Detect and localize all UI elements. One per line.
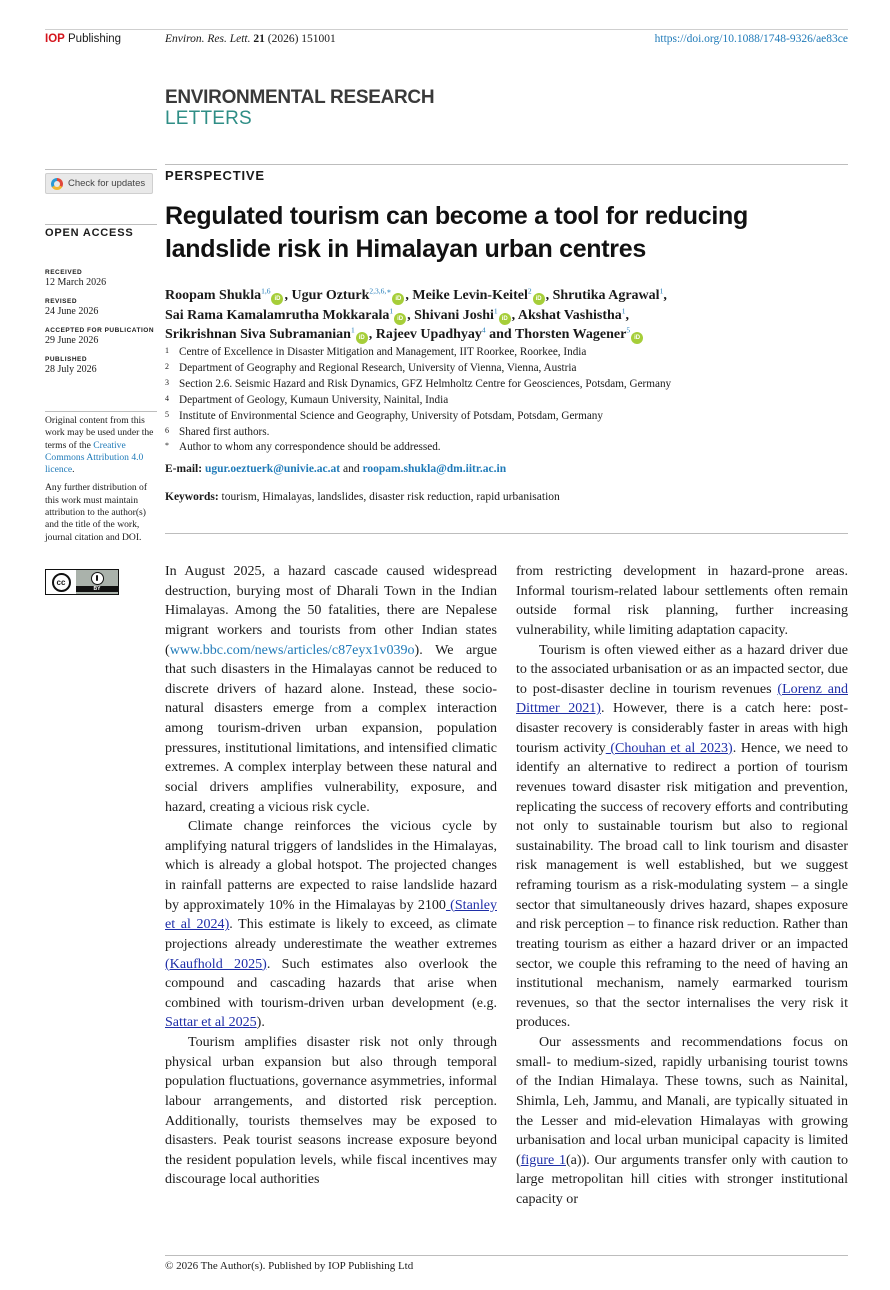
correspondence-email: E-mail: ugur.oeztuerk@univie.ac.at and roopam.shukla@dm.iitr.ac.in (165, 463, 507, 475)
crossmark-icon (51, 178, 63, 190)
author-list: Roopam Shukla$^{1,6}$iD , Ugur Ozturk$^{2,3,6,∗}$iD , Meike Levin-Keitel$^2$iD , Shrutika Agrawal$^1$, Sai Rama Kamalamrutha Mokkarala$^1$iD , Shivani Joshi$^1$iD , Akshat Vashistha$^1$, Srikrishnan Siva Subramanian$^1$iD , Rajeev Upadhyay$^4$ and Thorsten Wagener$^5$iD (165, 286, 667, 342)
citation-chouhan[interactable]: (Chouhan et al 2023) (605, 739, 733, 756)
cc-icon: cc (52, 573, 71, 592)
sidebar-rule (45, 169, 157, 170)
orcid-icon[interactable]: iD (394, 313, 406, 325)
affiliation-item: 2 Department of Geography and Regional Research, University of Vienna, Vienna, Austria (165, 361, 577, 374)
cc-licence-link[interactable]: Creative Commons Attribution 4.0 licence (45, 439, 144, 476)
cc-by-badge[interactable]: cc BY (45, 569, 119, 595)
orcid-icon[interactable]: iD (271, 293, 283, 305)
email-link-2[interactable]: roopam.shukla@dm.iitr.ac.in (362, 463, 507, 475)
orcid-icon[interactable]: iD (356, 332, 368, 344)
citation-kaufhold[interactable]: (Kaufhold 2025) (165, 955, 267, 972)
main-rule (165, 533, 848, 534)
page-header (45, 33, 848, 49)
paragraph: from restricting development in hazard-prone areas. Informal tourism-related labour settlements often remain outside formal risk planning, further increasing vulnerability, while limiting adaptation capacity. (516, 563, 848, 638)
citation-sattar[interactable]: Sattar et al 2025 (165, 1014, 257, 1031)
figure-1-link[interactable]: figure 1 (520, 1151, 566, 1168)
open-access-label: OPEN ACCESS (45, 227, 134, 239)
affiliation-item: 4 Department of Geology, Kumaun University, Nainital, India (165, 393, 449, 406)
affiliation-item: * Author to whom any correspondence should be addressed. (165, 441, 441, 454)
affiliation-item: 6 Shared first authors. (165, 425, 270, 438)
email-link-1[interactable]: ugur.oeztuerk@univie.ac.at (204, 463, 341, 475)
license-notice: Original content from this work may be used under the terms of the Creative Commons Attribution 4.0 licence. Any further distribution of this work must maintain attribution to the author(s) and the title of the work, journal citation and DOI. (45, 415, 154, 543)
sidebar-rule (45, 411, 157, 412)
copyright-footer: © 2026 The Author(s). Published by IOP Publishing Ltd (165, 1260, 414, 1272)
doi-link[interactable]: https://doi.org/10.1088/1748-9326/ae83ce (654, 33, 848, 45)
date-published: PUBLISHED 28 July 2026 (45, 356, 97, 375)
publication-dates (45, 268, 157, 384)
paragraph: Climate change reinforces the vicious cycle by amplifying natural triggers of landslides in the Himalayas, which is already a global hotspot. The projected changes in rainfall patterns are expected to raise landslide hazard by approximately 10% in the Himalayas by 2100 (Stanley et al 2024). This estimate is likely to exceed, as climate projections already underestimate the weather extremes (Kaufhold 2025). Such estimates also overlook the compound and cascading hazards that arise when combined with tourism-driven urban development (e.g. Sattar et al 2025). (165, 818, 498, 1031)
keywords: Keywords: tourism, Himalayas, landslides, disaster risk reduction, rapid urbanisation (165, 491, 560, 503)
paragraph: In August 2025, a hazard cascade caused widespread destruction, burying most of Dharali Town in the Indian Himalayas. Among the 50 fatalities, there are Nepalese migrant workers and tourists from other Indian states (www.bbc.com/news/articles/c87eyx1v039o). We argue that such disasters in the Himalayas cannot be reduced to discrete drivers of hazard alone. Instead, these socio-natural disasters emerge from a complex interaction among tourism-driven urban expansion, population pressures, institutional limitations, and intensified climatic extremes. A complex interplay between these natural and social drivers amplifies vulnerability, exposure, and hazard, creating a vicious risk cycle. (165, 563, 497, 815)
date-accepted: ACCEPTED FOR PUBLICATION 29 June 2026 (45, 327, 155, 346)
bbc-link[interactable]: www.bbc.com/news/articles/c87eyx1v039o (169, 641, 415, 658)
journal-citation: Environ. Res. Lett. 21 (2026) 151001 (165, 33, 336, 45)
main-rule (165, 164, 848, 165)
attribution-icon (91, 572, 104, 585)
header-rule (45, 29, 848, 30)
article-title: Regulated tourism can become a tool for reducing landslide risk in Himalayan urban centres (165, 202, 748, 263)
orcid-icon[interactable]: iD (499, 313, 511, 325)
date-received: RECEIVED 12 March 2026 (45, 269, 107, 288)
body-column-right (516, 562, 848, 1210)
orcid-icon[interactable]: iD (631, 332, 643, 344)
paragraph: Our assessments and recommendations focus on small- to medium-sized, rapidly urbanising tourist towns of the Indian Himalaya. These towns, such as Nainital, Shimla, Leh, Jammu, and Manali, are typically situated in the Lesser and mid-elevation Himalayas with growing urbanisation and local urban municipal capacity is limited (figure 1(a)). Our arguments transfer only with caution to large metropolitan hill cities with stronger institutional capacity or (516, 1034, 849, 1207)
journal-logo: ENVIRONMENTAL RESEARCH LETTERS (165, 87, 435, 129)
affiliation-item: 1 Centre of Excellence in Disaster Mitigation and Management, IIT Roorkee, Roorkee, India (165, 346, 587, 358)
paragraph: Tourism is often viewed either as a hazard driver due to the associated urbanisation or as an impacted sector, due to post-disaster decline in tourism revenues (Lorenz and Dittmer 2021). However, there is a catch here: post-disaster recovery is considerably faster in areas with high tourism activity (Chouhan et al 2023). Hence, we need to identify an alternative to redirect a portion of tourism revenues toward disaster risk mitigation and prevention, replicating the success of recovery efforts and contributing not only to sustainable tourism but also to regional sustainability. The broad call to link tourism and disaster risk management is well established, but we suggest reframing tourism as a risk-modulating system – a single sector that simultaneously drives hazard, shapes exposure and risk perception – to finance risk reduction. Rather than treating tourism as either a hazard driver or an impacted sector, we couple this reframing to the need of having an institutional mechanism, namely earmarked tourism revenues, so that the sector internalises the very risk it produces. (516, 641, 849, 1031)
paragraph: Tourism amplifies disaster risk not only through physical urban expansion but also through temporal population fluctuations, governance asymmetries, informal labour arrangements, and distorted risk perception. Additionally, tourists themselves may be exposed to disasters. Peak tourist seasons increase exposure beyond the resident population levels, while fiscal incentives may discourage local authorities (165, 1034, 497, 1188)
footer-rule (165, 1255, 848, 1256)
article-type: PERSPECTIVE (165, 168, 265, 183)
affiliation-item: 5 Institute of Environmental Science and Geography, University of Potsdam, Potsdam, Germany (165, 409, 603, 422)
check-for-updates-button[interactable]: Check for updates (45, 173, 153, 194)
affiliation-item: 3 Section 2.6. Seismic Hazard and Risk Dynamics, GFZ Helmholtz Centre for Geosciences, Potsdam, Germany (165, 377, 672, 390)
publisher-logo: IOP Publishing (45, 33, 122, 45)
body-column-left (165, 562, 497, 1190)
affiliations (165, 345, 848, 456)
sidebar-rule (45, 224, 157, 225)
date-revised: REVISED 24 June 2026 (45, 298, 99, 317)
citation-stanley[interactable]: (Stanley et al 2024) (165, 896, 497, 933)
citation-lorenz[interactable]: (Lorenz and Dittmer 2021) (516, 680, 848, 717)
orcid-icon[interactable]: iD (392, 293, 404, 305)
orcid-icon[interactable]: iD (533, 293, 545, 305)
